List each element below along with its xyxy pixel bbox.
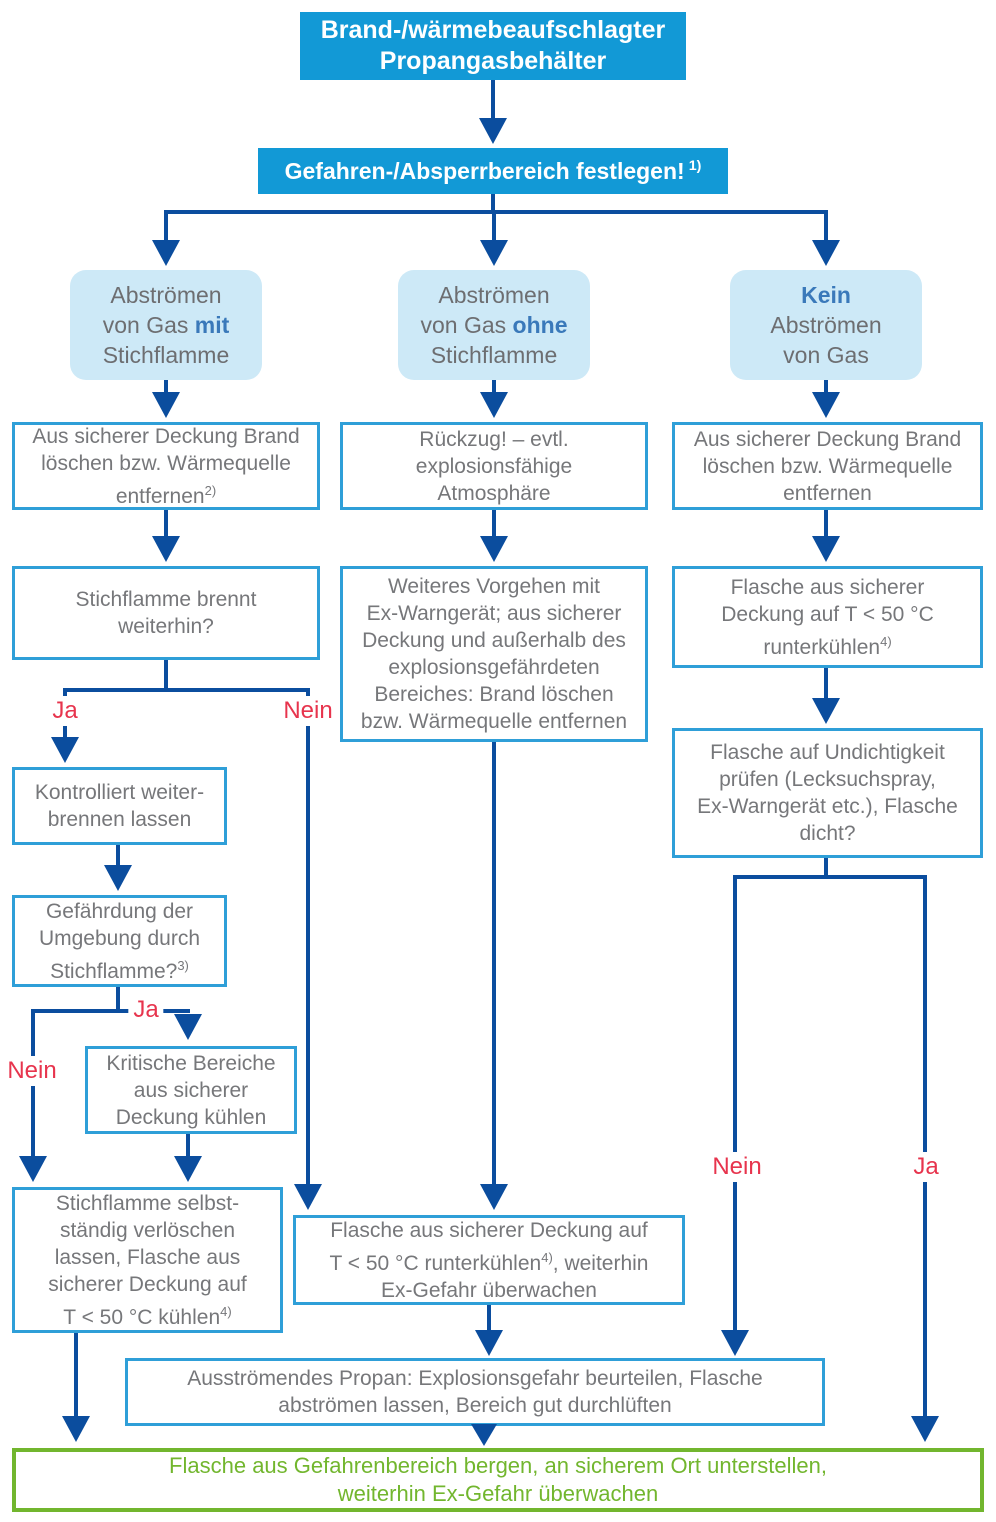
label-nein-leak: Nein bbox=[707, 1152, 766, 1182]
arrowhead-branch-right bbox=[812, 240, 840, 266]
connector-define-split bbox=[491, 194, 495, 210]
label-ja-leak: Ja bbox=[908, 1152, 943, 1182]
node-proceed-ex: Weiteres Vorgehen mit Ex-Warngerät; aus sicherer Deckung und außerhalb des explosionsgefährdeten Bereiches: Brand löschen bzw. Wärmequelle entfernen bbox=[340, 566, 648, 742]
arrowhead-cool-monitor-middle bbox=[480, 1184, 508, 1210]
node-title bbox=[300, 12, 686, 80]
arrowhead-row2-left bbox=[152, 392, 180, 418]
node-extinguish-footnote: Aus sicherer Deckung Brand löschen bzw. Wärmequelle entfernen$^{2)}$ bbox=[12, 422, 320, 510]
node-branch-without-flame: Abströmen von Gas ohne Stichflamme bbox=[398, 270, 590, 380]
connector-leak-ja bbox=[923, 875, 927, 1416]
node-branch-no-gas: Kein Abströmen von Gas bbox=[730, 270, 922, 380]
arrowhead-row2-right bbox=[812, 392, 840, 418]
node-branch-with-flame: Abströmen von Gas mit Stichflamme bbox=[70, 270, 262, 380]
arrowhead-controlled-burn bbox=[51, 737, 79, 763]
arrowhead-final-middle bbox=[471, 1424, 497, 1446]
arrowhead-vent-middle bbox=[475, 1330, 503, 1356]
node-cool-monitor: Flasche aus sicherer Deckung auf T < 50 °C runterkühlen$^{4)}$, weiterhin Ex-Gefahr überwachen bbox=[293, 1215, 685, 1305]
node-vent-area: Ausströmendes Propan: Explosionsgefahr beurteilen, Flasche abströmen lassen, Bereich gut durchlüften bbox=[125, 1358, 825, 1426]
connector-row2-middle-down bbox=[492, 510, 496, 536]
connector-split-horizontal bbox=[164, 210, 828, 214]
label-ja-danger: Ja bbox=[128, 995, 163, 1025]
arrowhead-danger-check bbox=[104, 865, 132, 891]
connector-row2-right-down bbox=[824, 510, 828, 536]
arrowhead-final-right bbox=[911, 1416, 939, 1442]
connector-leak-horizontal bbox=[733, 875, 927, 879]
node-controlled-burn: Kontrolliert weiter- brennen lassen bbox=[12, 767, 227, 845]
connector-controlled-danger bbox=[116, 845, 120, 865]
connector-split-right bbox=[824, 210, 828, 240]
connector-cool-leak bbox=[824, 668, 828, 698]
arrowhead-self-extinguish-right bbox=[174, 1156, 202, 1182]
node-self-extinguish: Stichflamme selbst- ständig verlöschen lassen, Flasche aus sicherer Deckung auf T < 50 °C kühlen$^{4)}$ bbox=[12, 1187, 283, 1333]
connector-split-middle bbox=[492, 210, 496, 240]
connector-danger-split bbox=[116, 987, 120, 1009]
node-define-area-text: Gefahren-/Absperrbereich festlegen! $^{1)}$ bbox=[284, 157, 702, 184]
arrowhead-cool-monitor-left bbox=[294, 1184, 322, 1210]
connector-critical-down bbox=[186, 1134, 190, 1156]
arrowhead-vent-right bbox=[721, 1330, 749, 1356]
connector-flame-split bbox=[164, 660, 168, 688]
arrowhead-row3-right bbox=[812, 536, 840, 562]
node-retreat: Rückzug! – evtl. explosionsfähige Atmosphäre bbox=[340, 422, 648, 510]
label-nein-danger: Nein bbox=[2, 1056, 61, 1086]
connector-cool-monitor-vent bbox=[487, 1305, 491, 1330]
node-recover: Flasche aus Gefahrenbereich bergen, an sicherem Ort unterstellen, weiterhin Ex-Gefahr überwachen bbox=[12, 1448, 984, 1512]
arrowhead-row3-left bbox=[152, 536, 180, 562]
node-cool-critical: Kritische Bereiche aus sicherer Deckung kühlen bbox=[85, 1046, 297, 1134]
connector-row2-left-down bbox=[164, 510, 168, 536]
connector-danger-horizontal bbox=[31, 1009, 190, 1013]
arrowhead-row3-middle bbox=[480, 536, 508, 562]
connector-leak-nein bbox=[733, 875, 737, 1330]
arrowhead-self-extinguish-left bbox=[19, 1156, 47, 1182]
node-danger-check: Gefährdung der Umgebung durch Stichflamme?$^{3)}$ bbox=[12, 895, 227, 987]
node-title-text: Brand-/wärmebeaufschlagter Propangasbehälter bbox=[320, 16, 666, 75]
connector-leak-split bbox=[824, 858, 828, 875]
connector-self-extinguish-final bbox=[74, 1333, 78, 1416]
node-flame-burning: Stichflamme brennt weiterhin? bbox=[12, 566, 320, 660]
connector-split-left bbox=[164, 210, 168, 240]
node-cool-down: Flasche aus sicherer Deckung auf T < 50 °C runterkühlen$^{4)}$ bbox=[672, 566, 983, 668]
node-leak-check: Flasche auf Undichtigkeit prüfen (Lecksuchspray, Ex-Warngerät etc.), Flasche dicht? bbox=[672, 728, 983, 858]
arrowhead-leak-check bbox=[812, 698, 840, 724]
arrowhead-branch-middle bbox=[480, 240, 508, 266]
arrowhead-branch-left bbox=[152, 240, 180, 266]
arrowhead-title-define bbox=[479, 118, 507, 144]
connector-title-define bbox=[491, 80, 495, 118]
connector-flame-nein bbox=[306, 688, 310, 1184]
arrowhead-cool-critical bbox=[174, 1014, 202, 1040]
label-ja-flame: Ja bbox=[47, 696, 82, 726]
arrowhead-final-left bbox=[62, 1416, 90, 1442]
connector-flame-horizontal bbox=[63, 688, 310, 692]
node-extinguish: Aus sicherer Deckung Brand löschen bzw. Wärmequelle entfernen bbox=[672, 422, 983, 510]
arrowhead-row2-middle bbox=[480, 392, 508, 418]
node-define-area bbox=[258, 148, 728, 194]
label-nein-flame: Nein bbox=[278, 696, 337, 726]
connector-proceed-cool-monitor bbox=[492, 742, 496, 1184]
